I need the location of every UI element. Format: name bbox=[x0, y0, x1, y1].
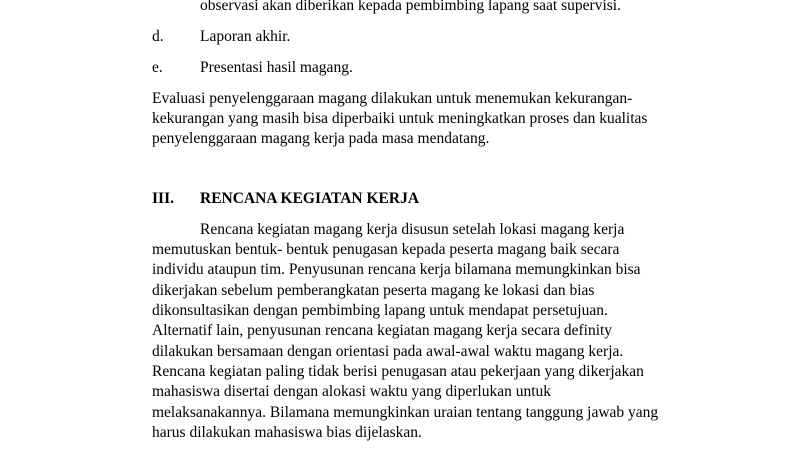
section-paragraph-line: mahasiswa disertai dengan alokasi waktu yang diperlukan untuk bbox=[152, 383, 552, 400]
section-paragraph-line: Rencana kegiatan magang kerja disusun setelah lokasi magang kerja bbox=[200, 221, 625, 238]
list-item-text-e: Presentasi hasil magang. bbox=[200, 59, 353, 76]
section-paragraph-line: Alternatif lain, penyusunan rencana kegiatan magang kerja secara definity bbox=[152, 322, 613, 339]
section-paragraph-line: dikerjakan sebelum pemberangkatan peserta magang ke lokasi dan bias bbox=[152, 282, 595, 299]
section-paragraph-line: dilakukan bersamaan dengan orientasi pada awal-awal waktu magang kerja. bbox=[152, 343, 624, 360]
section-paragraph-line: melaksanakannya. Bilamana memungkinkan uraian tentang tanggung jawab yang bbox=[152, 404, 659, 421]
section-title: RENCANA KEGIATAN KERJA bbox=[200, 190, 420, 207]
list-item-marker-e: e. bbox=[152, 59, 163, 76]
evaluation-paragraph-line: kekurangan yang masih bisa diperbaiki untuk meningkatkan proses dan kualitas bbox=[152, 110, 648, 127]
list-continuation-text: observasi akan diberikan kepada pembimbing lapang saat supervisi. bbox=[200, 0, 621, 14]
list-item-text-d: Laporan akhir. bbox=[200, 28, 291, 45]
section-number: III. bbox=[152, 190, 174, 207]
section-paragraph-line: memutuskan bentuk- bentuk penugasan kepada peserta magang baik secara bbox=[152, 241, 620, 258]
section-paragraph-line: harus dilakukan mahasiswa bias dijelaskan. bbox=[152, 424, 422, 441]
section-paragraph-line: dikonsultasikan dengan pembimbing lapang untuk mendapat persetujuan. bbox=[152, 302, 608, 319]
section-paragraph-line: Rencana kegiatan paling tidak berisi penugasan atau pekerjaan yang dikerjakan bbox=[152, 363, 644, 380]
list-item-marker-d: d. bbox=[152, 28, 164, 45]
evaluation-paragraph-line: Evaluasi penyelenggaraan magang dilakukan untuk menemukan kekurangan- bbox=[152, 90, 633, 107]
section-paragraph-line: individu ataupun tim. Penyusunan rencana kerja bilamana memungkinkan bisa bbox=[152, 261, 641, 278]
evaluation-paragraph-line: penyelenggaraan magang kerja pada masa mendatang. bbox=[152, 130, 490, 147]
